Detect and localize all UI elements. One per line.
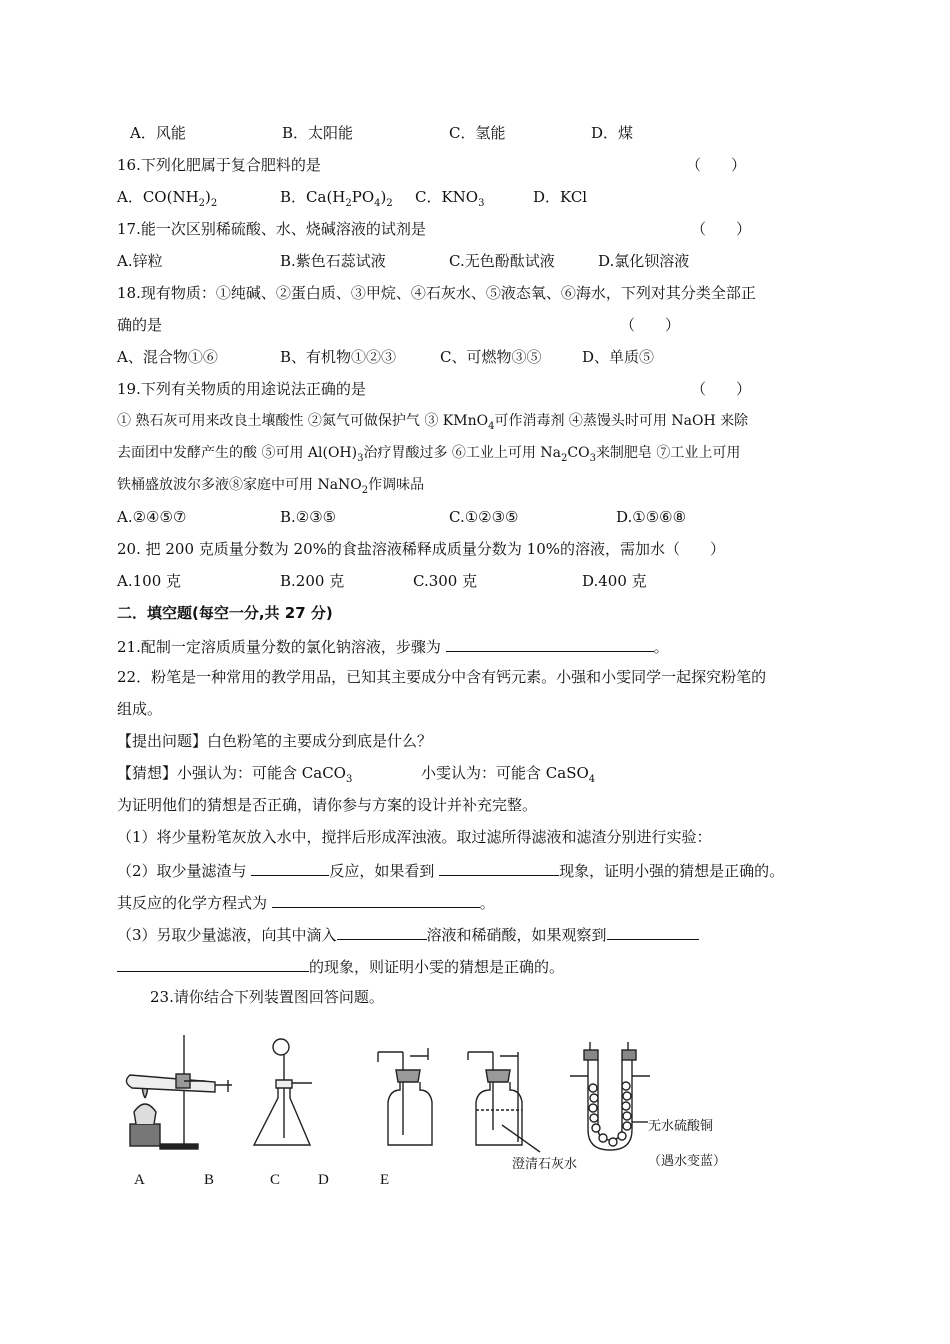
q22-step3: （3）另取少量滤液，向其中滴入 溶液和稀硝酸，如果观察到	[117, 923, 699, 945]
q22-step3-cont: 的现象，则证明小雯的猜想是正确的。	[117, 955, 564, 977]
q19-option-c: C.①②③⑤	[449, 508, 519, 526]
q22-guess-xiaowen: 小雯认为：可能含 CaSO$_4$	[421, 764, 596, 785]
q22-verify: 为证明他们的猜想是否正确，请你参与方案的设计并补充完整。	[117, 796, 538, 814]
q21-stem: 21.配制一定溶质质量分数的氯化钠溶液，步骤为 。	[117, 635, 669, 657]
q18-option-c: C、可燃物③⑤	[440, 348, 542, 366]
q16-option-c: C．$KNO_3$	[415, 188, 485, 209]
apparatus-label-d: D	[318, 1172, 329, 1188]
q16-option-d: D．KCl	[533, 188, 588, 206]
q22-step2: （2）取少量滤渣与 反应，如果看到 现象，证明小强的猜想是正确的。	[117, 859, 784, 881]
q17-option-a: A.锌粒	[117, 252, 163, 270]
caption-anhydrous-cuso4: 无水硫酸铜	[648, 1119, 714, 1134]
q20-option-d: D.400 克	[582, 572, 647, 590]
q20-option-c: C.300 克	[413, 572, 478, 590]
q22-guess-xiaoqiang: 【猜想】小强认为：可能含 CaCO$_3$	[117, 764, 353, 785]
q17-stem: 17.能一次区别稀硫酸、水、烧碱溶液的试剂是	[117, 220, 426, 238]
q18-option-d: D、单质⑤	[582, 348, 655, 366]
apparatus-b-flask-funnel	[254, 1039, 312, 1145]
apparatus-u-tube	[570, 1042, 650, 1150]
q18-option-b: B、有机物①②③	[280, 348, 397, 366]
q19-answer-paren: （ ）	[691, 380, 752, 398]
q19-statement-line3: 铁桶盛放波尔多液⑧家庭中可用 NaNO$_2$作调味品	[117, 477, 425, 496]
q22-step2-equation: 其反应的化学方程式为 。	[117, 891, 495, 913]
q22-intro-line2: 组成。	[117, 700, 163, 718]
q17-option-c: C.无色酚酞试液	[449, 252, 555, 270]
q18-answer-paren: （ ）	[620, 316, 681, 334]
q17-option-b: B.紫色石蕊试液	[280, 252, 386, 270]
apparatus-label-b: B	[204, 1172, 215, 1188]
q15-option-d: D．煤	[591, 124, 634, 142]
q19-option-b: B.②③⑤	[280, 508, 337, 526]
q22-step1: （1）将少量粉笔灰放入水中，搅拌后形成浑浊液。取过滤所得滤液和滤渣分别进行实验：	[117, 828, 712, 846]
section2-heading: 二．填空题(每空一分,共 27 分)	[117, 604, 333, 622]
q16-option-a: A．$CO(NH_2)_2$	[117, 188, 218, 209]
q16-stem: 16.下列化肥属于复合肥料的是	[117, 156, 321, 174]
q18-stem-line2: 确的是	[117, 316, 163, 334]
q19-statement-line2: 去面团中发酵产生的酸 ⑤可用 $Al(OH)_3$治疗胃酸过多 ⑥工业上可用 $Na_2CO_3$来制肥皂 ⑦工业上可用	[117, 445, 741, 464]
q20-option-a: A.100 克	[117, 572, 181, 590]
apparatus-e-limewater-bottle	[468, 1052, 540, 1152]
q23-stem: 23.请你结合下列装置图回答问题。	[150, 988, 384, 1006]
q18-option-a: A、混合物①⑥	[117, 348, 218, 366]
caption-limewater: 澄清石灰水	[512, 1157, 578, 1172]
q20-option-b: B.200 克	[280, 572, 345, 590]
q15-option-c: C．氢能	[449, 124, 506, 142]
q19-stem: 19.下列有关物质的用途说法正确的是	[117, 380, 366, 398]
q19-option-a: A.②④⑤⑦	[117, 508, 187, 526]
q15-option-a: A．风能	[130, 124, 186, 142]
q22-question: 【提出问题】白色粉笔的主要成分到底是什么？	[117, 732, 433, 750]
q22-intro-line1: 22．粉笔是一种常用的教学用品，已知其主要成分中含有钙元素。小强和小雯同学一起探究粉笔的	[117, 668, 767, 686]
q16-answer-paren: （ ）	[686, 156, 747, 174]
apparatus-d-gas-bottle	[378, 1048, 432, 1145]
q19-statement-line1: ① 熟石灰可用来改良土壤酸性 ②氮气可做保护气 ③ KMnO$_4$可作消毒剂 ④蒸馒头时可用 NaOH 来除	[117, 413, 749, 432]
apparatus-label-e: E	[380, 1172, 390, 1188]
q17-option-d: D.氯化钡溶液	[598, 252, 690, 270]
apparatus-label-c: C	[270, 1172, 281, 1188]
q16-option-b: B．$Ca(H_2PO_4)_2$	[280, 188, 393, 209]
caption-turns-blue: （遇水变蓝）	[648, 1154, 727, 1169]
q20-stem: 20. 把 200 克质量分数为 20%的食盐溶液稀释成质量分数为 10%的溶液，需加水（ ）	[117, 540, 726, 558]
q18-stem-line1: 18.现有物质：①纯碱、②蛋白质、③甲烷、④石灰水、⑤液态氧、⑥海水，下列对其分类全部正	[117, 284, 756, 302]
apparatus-label-a: A	[134, 1172, 145, 1188]
apparatus-a-heating-setup	[126, 1035, 232, 1149]
q15-option-b: B．太阳能	[282, 124, 354, 142]
q17-answer-paren: （ ）	[691, 220, 752, 238]
q19-option-d: D.①⑤⑥⑧	[616, 508, 687, 526]
